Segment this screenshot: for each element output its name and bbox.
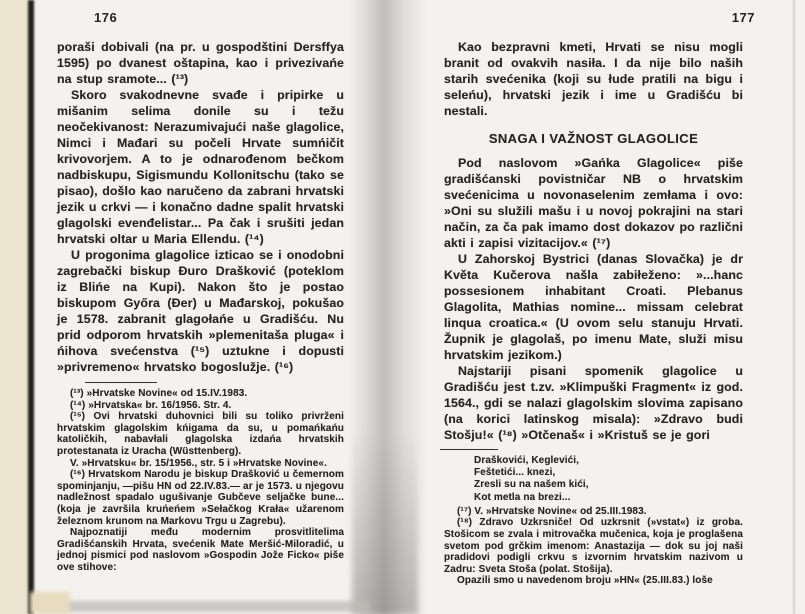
scan-edge-right	[793, 0, 795, 614]
footnote-separator	[85, 382, 157, 383]
poem-line: Draškovići, Keglevići,	[474, 455, 580, 466]
body-paragraph: Najstariji pisani spomenik glagolice u Gradišću jest t.zv. »Klimpuški Fragment« iz god. 1564., gdi se nalazi glagolskim slovima zapisano (na korici latinskog misala): »Zdravo budi Stošju!« (¹⁸) »Otčenaš« i »Kristuš se je gori	[444, 364, 743, 442]
left-footnotes	[57, 388, 344, 574]
poem-line: Kot metla na brezi...	[474, 491, 571, 503]
body-paragraph: U progonima glagolice izticao se i onodobni zagrebački biskup Đuro Drašković (poteklom iz Blińe na Kupi). Nakon što je postao biskupom Győra (Đer) u Mađarskoj, pokušao je 1578. zabranit glagołańe u Gradišću. Nu prid odporom hrvatskih »plemenitaša pluga« i ńihova svećenstva (¹⁵) uztukne i dopusti »privremeno« hrvatsko bogoslužje. (¹⁶)	[57, 248, 344, 374]
left-body	[57, 39, 344, 375]
scan-edge-left-cream	[0, 0, 29, 614]
footnote: (¹⁷) V. »Hrvatske Novine« od 25.III.1983.	[457, 505, 647, 517]
bottom-left-paper-patch	[30, 592, 70, 614]
footnote: (¹⁶) Hrvatskom Narodu je biskup Drašković u čemernom spominjanju, —pišu HN od 22.IV.83.— ar je 1573. u njegovu nadležnost spadalo ugušivanje Gubčeve seljačke bune... (koja je završila kruńeńem »Sełačkog Krała« užarenom železnom krunom na Markovu Trgu u Zagrebu).	[57, 469, 344, 527]
footnote: Opazili smo u navedenom broju »HN« (25.III.83.) loše	[457, 575, 713, 587]
poem-line: Zresli su na našem kići,	[474, 479, 589, 491]
gutter-bottom-shadow	[352, 430, 418, 614]
footnote: (¹³) »Hrvatske Novine« od 15.IV.1983.	[70, 388, 248, 399]
footnote: (¹⁵) Ovi hrvatski duhovnici bili su toliko privrženi hrvatskim glagolskim kńigama da su, u pomańkańu katoličkih, nabavłali glagolska izdańa hrvatskih protestanata iz Uracha (Wüsttenberg).	[57, 411, 344, 457]
page-number-right: 177	[731, 10, 755, 25]
right-body	[444, 39, 743, 443]
footnote: Najpoznatiji među modernim prosvitlitelima Gradišćanskih Hrvata, svećenik Mate Meršić-Miloradić, u jednoj pismici pod naslovom »Gospodin Jože Ficko« piše ove stihove:	[57, 527, 344, 573]
poem-line: Feštetići... knezi,	[474, 467, 556, 479]
body-paragraph: Skoro svakodnevne svađe i pripirke u mišanim selima donile su i težu neočekivanost: Nerazumivajući naše glagolice, Nimci i Mađari su počeli Hrvate sumńičit krivovorjem. A to je odnarođenom bečkom nadbiskupu, Sigismundu Kollonitschu (tako se pisao), došlo kao naručeno da zabrani hrvatski jezik u crkvi — i konačno dadne spalit hrvatski glagolski evenđelistar... Pa čak i srušiti jedan hrvatski oltar u Maria Ellendu. (¹⁴)	[57, 88, 344, 246]
body-paragraph: Pod naslovom »Gańka Glagolice« piše gradišćanski povistničar NB o hrvatskim svećenicima u novonaselenim zemłama i ovo: »Oni su služili mašu i u novoj pokrajini na stari način, za ča pak imamo dost dokazov po različni akti i zapisi vizitacijov.« (¹⁷)	[444, 156, 743, 250]
section-heading: SNAGA I VAŽNOST GLAGOLICE	[488, 131, 699, 146]
bottom-scan-shadow	[40, 601, 370, 612]
body-paragraph: Kao bezpravni kmeti, Hrvati se nisu mogli branit od ovakvih nasiła. I da nije bilo naših starih svećenika (koji su łude pratili na bigu i seleńu), hrvatski jezik i ime u Gradišću bi nestali.	[444, 40, 743, 118]
right-footnotes	[444, 506, 743, 587]
page-right	[408, 0, 793, 614]
footnote: (¹⁴) »Hrvatska« br. 16/1956. Str. 4.	[70, 399, 232, 411]
body-paragraph: poraši dobivali (na pr. u gospodštini Dersffya 1595) po dvanest oštapina, kao i privezivańe na stup sramote... (¹³)	[57, 40, 344, 86]
body-paragraph: U Zahorskoj Bystrici (danas Slovačka) je dr Květa Kučerova našla zabiłeženo: »...hanc possesionem inhabitant Croati. Plebanus Glagolita, Mathias nomine... missam celebrat linqua croatica.« (U ovom selu stanuju Hrvati. Župnik je glagolaš, po imenu Mate, služi misu hrvatskim jezikom.)	[444, 252, 743, 362]
page-number-left: 176	[94, 10, 118, 25]
footnote-separator	[440, 449, 498, 450]
footnote-poem	[474, 455, 743, 504]
page-left	[33, 0, 363, 614]
footnote: V. »Hrvatsku« br. 15/1956., str. 5 i »Hrvatske Novine«.	[70, 457, 327, 469]
footnote: (¹⁸) Zdravo Uzkrsniče! Od uzkrsnit (»vstat«) iz groba. Stošicom se zvala i mitrovačka mučenica, koja je proglašena svetom pod grčkim imenom: Anastazija — dok su joj naši pradidovi podigli crkvu s izvornim hrvatskim nazivom u Zadru: Sveta Stoša (polat. Stošija).	[444, 517, 743, 575]
